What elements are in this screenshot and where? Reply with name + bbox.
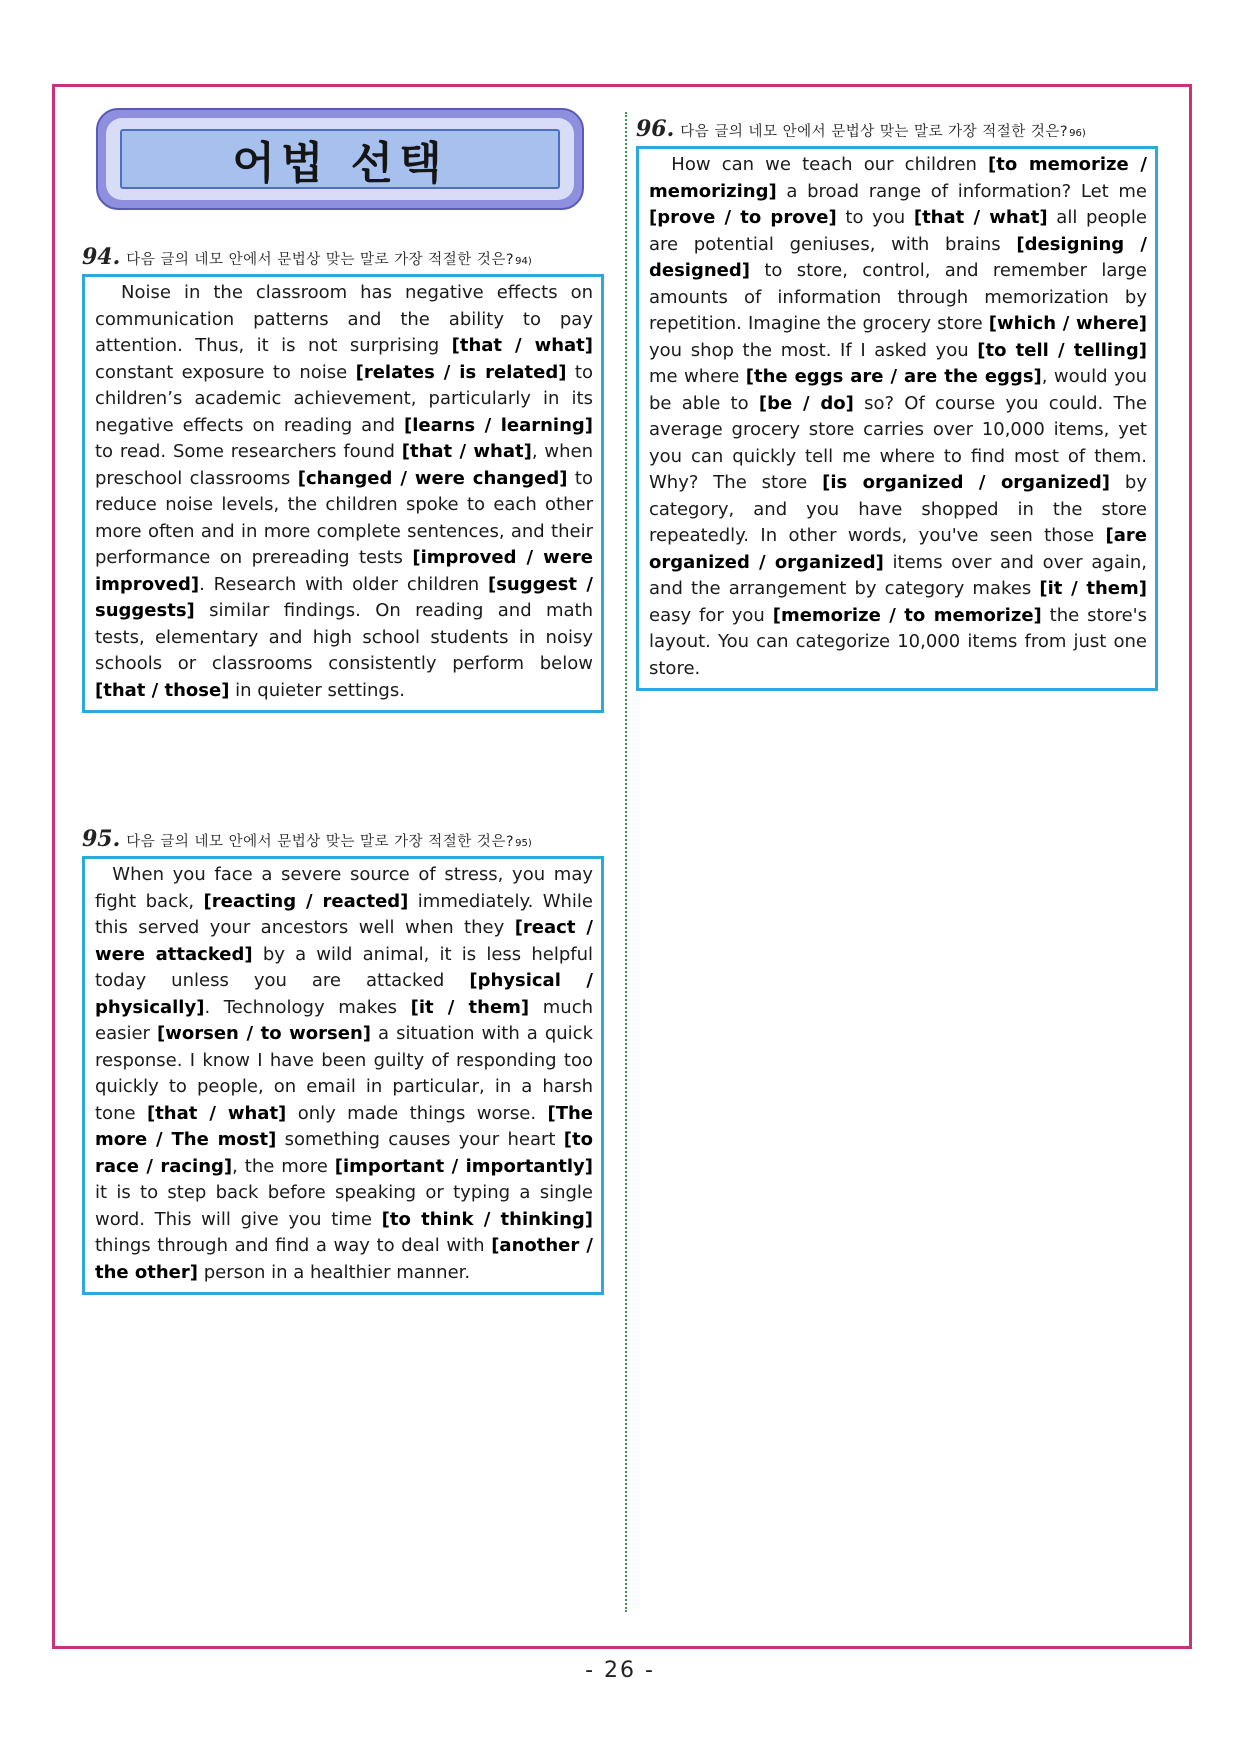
grammar-choice: [that / what] <box>913 207 1048 228</box>
section-title-plaque <box>96 108 584 210</box>
footnote-marker: 95) <box>515 838 532 849</box>
section-title: 어법 선택 <box>232 138 448 189</box>
question-header <box>82 826 604 856</box>
passage-text: , would you be able to <box>649 366 1147 414</box>
passage-text: in quieter settings. <box>229 679 405 701</box>
grammar-choice: [The more / The most] <box>95 1102 593 1150</box>
passage-text: items over and over again, and the arrangement by category makes <box>649 551 1147 599</box>
page-number: - 26 - <box>585 1658 655 1683</box>
grammar-choice: [react / were attacked] <box>95 917 593 965</box>
passage-text: by category, and you have shopped in the store repeatedly. In other words, you've seen those <box>649 472 1147 546</box>
passage-text: me where <box>649 366 746 387</box>
passage-text: it is to step back before speaking or typing a single word. This will give you time <box>95 1182 593 1230</box>
passage-text: , the more <box>232 1155 335 1177</box>
grammar-choice: [improved / were improved] <box>95 547 593 595</box>
question-number: 96. <box>636 116 675 142</box>
passage-box <box>82 274 604 713</box>
passage-text: Noise in the classroom has negative effects on communication patterns and the ability to pay attention. Thus, it is not surprising <box>95 282 593 356</box>
passage-text: . Research with older children <box>199 573 488 595</box>
passage-text: to reduce noise levels, the children spoke to each other more often and in more complete sentences, and their performance on prereading tests <box>95 467 593 568</box>
passage-text: a broad range of information? Let me <box>776 180 1147 202</box>
passage-text: so? Of course you could. The average grocery store carries over 10,000 items, yet you can quickly tell me where to find most of them. Why? The store <box>649 392 1147 493</box>
footnote-marker: 96) <box>1069 128 1086 139</box>
passage-text: person in a healthier manner. <box>198 1261 471 1283</box>
passage-box <box>636 146 1158 691</box>
question-prompt: 다음 글의 네모 안에서 문법상 맞는 말로 가장 적절한 것은? <box>126 834 515 850</box>
grammar-choice: [it / them] <box>1039 578 1147 599</box>
grammar-choice: [prove / to prove] <box>649 207 837 228</box>
passage-text: immediately. While this served your ancestors well when they <box>95 890 593 938</box>
grammar-choice: [to race / racing] <box>95 1129 593 1177</box>
passage-text: by a wild animal, it is less helpful today unless you are attacked <box>95 943 594 991</box>
question-prompt: 다음 글의 네모 안에서 문법상 맞는 말로 가장 적절한 것은? <box>126 252 515 268</box>
passage-text: things through and find a way to deal with <box>95 1235 492 1256</box>
passage-text: all people are potential geniuses, with brains <box>649 207 1147 255</box>
question-prompt: 다음 글의 네모 안에서 문법상 맞는 말로 가장 적절한 것은? <box>680 124 1069 140</box>
grammar-choice: [which / where] <box>988 313 1147 334</box>
passage-text: . Technology makes <box>204 996 411 1018</box>
grammar-choice: [relates / is related] <box>355 361 567 383</box>
grammar-choice: [important / importantly] <box>334 1155 593 1177</box>
question-header <box>636 116 1158 146</box>
passage-text: something causes your heart <box>276 1129 564 1150</box>
passage-text: to read. Some researchers found <box>95 441 402 462</box>
grammar-choice: [be / do] <box>758 392 854 414</box>
grammar-choice: [learns / learning] <box>403 414 594 436</box>
grammar-choice: [it / them] <box>410 996 530 1018</box>
question-96 <box>636 116 1158 691</box>
grammar-choice: [worsen / to worsen] <box>157 1023 372 1044</box>
grammar-choice: [another / the other] <box>95 1235 593 1283</box>
question-95 <box>82 826 604 1295</box>
grammar-choice: [that / what] <box>451 335 593 356</box>
grammar-choice: [physical / physically] <box>95 970 593 1018</box>
passage-text: When you face a severe source of stress, you may fight back, <box>95 864 593 912</box>
grammar-choice: [are organized / organized] <box>649 525 1147 573</box>
grammar-choice: [is organized / organized] <box>822 472 1110 493</box>
passage-box <box>82 856 604 1295</box>
grammar-choice: [that / what] <box>401 441 532 462</box>
grammar-choice: [suggest / suggests] <box>95 573 593 621</box>
passage-text: to children’s academic achievement, particularly in its negative effects on reading and <box>95 361 593 436</box>
passage-text: similar findings. On reading and math tests, elementary and high school students in noisy schools or classrooms consistently perform below <box>95 600 593 674</box>
passage-text: the store's layout. You can categorize 10,000 items from just one store. <box>649 604 1148 679</box>
passage-text: much easier <box>95 996 594 1044</box>
grammar-choice: [changed / were changed] <box>297 467 568 489</box>
passage-text: constant exposure to noise <box>95 361 356 383</box>
passage-text: a situation with a quick response. I know I have been guilty of responding too quickly to people, on email in particular, in a harsh tone <box>95 1023 594 1124</box>
passage-text: to you <box>836 207 914 228</box>
grammar-choice: [to think / thinking] <box>381 1208 593 1230</box>
passage-text: to store, control, and remember large amounts of information through memorization by repetition. Imagine the grocery store <box>649 260 1147 334</box>
passage-text: , when preschool classrooms <box>95 441 593 489</box>
question-number: 95. <box>82 826 121 852</box>
question-header <box>82 244 604 274</box>
question-number: 94. <box>82 244 121 270</box>
passage-text: How can we teach our children <box>649 154 989 175</box>
grammar-choice: [reacting / reacted] <box>203 890 409 912</box>
passage-text: only made things worse. <box>286 1102 548 1124</box>
grammar-choice: [memorize / to memorize] <box>772 604 1042 626</box>
grammar-choice: [the eggs are / are the eggs] <box>745 366 1042 387</box>
passage-text: easy for you <box>649 604 773 626</box>
grammar-choice: [designing / designed] <box>649 233 1147 281</box>
grammar-choice: [to tell / telling] <box>977 339 1147 361</box>
passage-text: you shop the most. If I asked you <box>649 339 978 361</box>
grammar-choice: [that / what] <box>146 1102 287 1124</box>
footnote-marker: 94) <box>515 256 532 267</box>
column-divider <box>625 112 627 1612</box>
question-94 <box>82 244 604 713</box>
grammar-choice: [that / those] <box>95 679 230 701</box>
grammar-choice: [to memorize / memorizing] <box>649 154 1148 202</box>
